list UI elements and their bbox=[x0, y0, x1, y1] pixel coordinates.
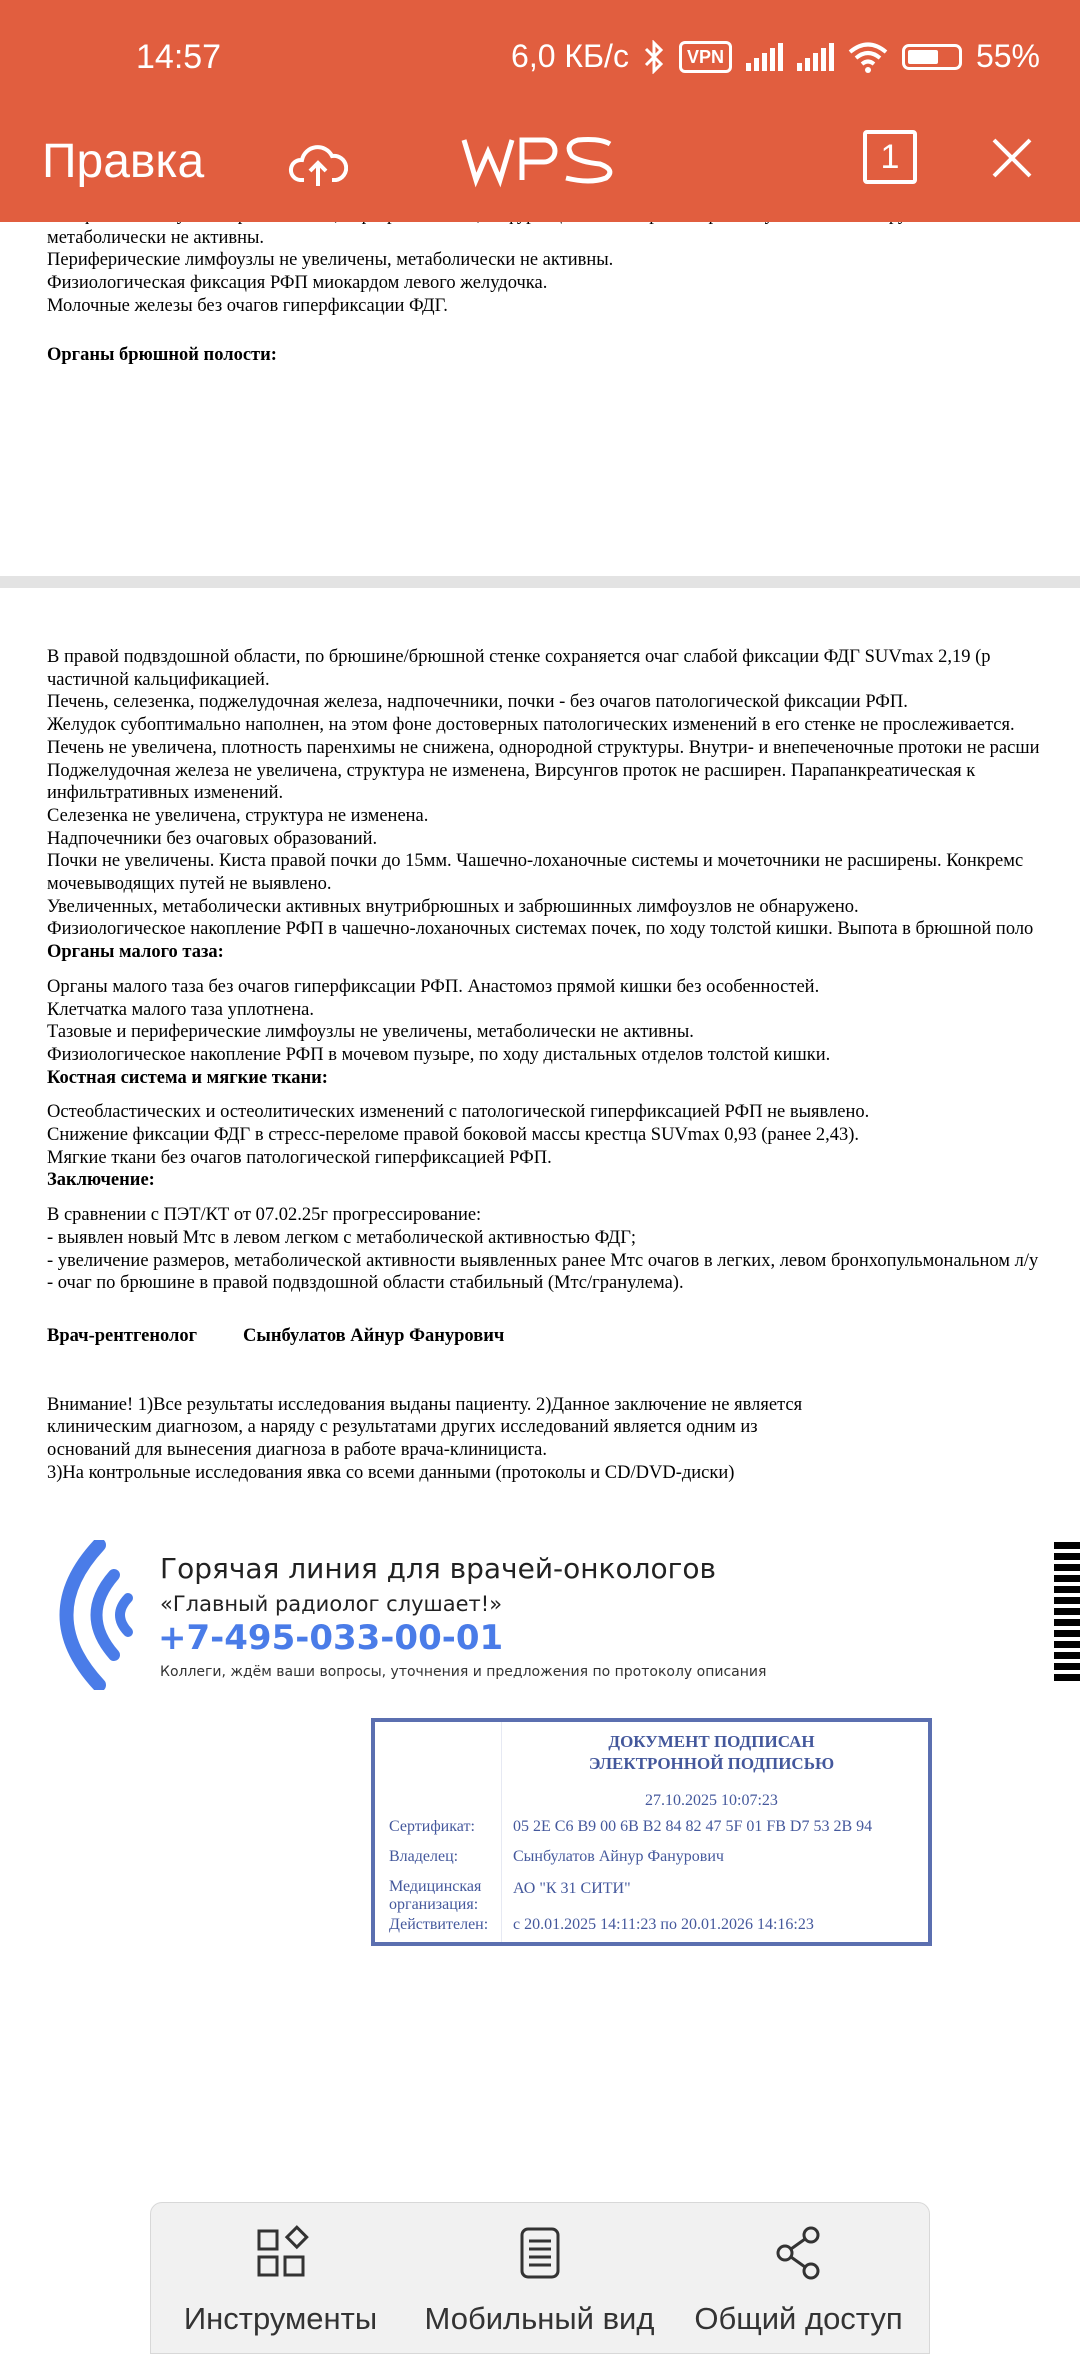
doc-line: - очаг по брюшине в правой подвздошной области стабильный (Мтс/гранулема). bbox=[47, 1273, 684, 1294]
doc-line: Органы малого таза без очагов гиперфиксации РФП. Анастомоз прямой кишки без особенностей. bbox=[47, 976, 820, 997]
wifi-icon bbox=[848, 41, 888, 73]
doctor-signature-line bbox=[0, 1325, 1080, 1348]
valid-value: с 20.01.2025 14:11:23 по 20.01.2026 14:16:23 bbox=[513, 1916, 814, 1933]
bottom-action-bar bbox=[150, 2202, 930, 2354]
doc-line: Печень не увеличена, плотность паренхимы не снижена, однородной структуры. Внутри- и внепеченочные протоки не расши bbox=[47, 737, 1040, 758]
owner-label: Владелец: bbox=[389, 1848, 459, 1865]
hotline-phone[interactable]: +7-495-033-00-01 bbox=[158, 1618, 504, 1658]
doc-line: В сравнении с ПЭТ/КТ от 07.02.25г прогрессирование: bbox=[47, 1205, 482, 1226]
cert-label: Сертификат: bbox=[389, 1818, 475, 1835]
electronic-signature-stamp bbox=[371, 1718, 932, 1946]
doc-line: Желудок субоптимально наполнен, на этом фоне достоверных патологических изменений в его стенке не прослеживается. bbox=[47, 715, 1015, 736]
doc-line: инфильтративных изменений. bbox=[47, 783, 284, 804]
doc-line: Поджелудочная железа не увеличена, структура не изменена, Вирсунгов проток не расширен. Парапанкреатическая к bbox=[47, 760, 976, 781]
network-speed: 6,0 КБ/с bbox=[511, 38, 629, 74]
tools-icon bbox=[253, 2225, 309, 2281]
doc-line: Печень, селезенка, поджелудочная железа, надпочечники, почки - без очагов патологической фиксации РФП. bbox=[47, 692, 908, 713]
hotline-subtitle: «Главный радиолог слушает!» bbox=[160, 1592, 503, 1616]
notice-line: Внимание! 1)Все результаты исследования выданы пациенту. 2)Данное заключение не является bbox=[47, 1394, 803, 1415]
page-separator bbox=[0, 576, 1080, 588]
doc-line: Увеличенных, метаболически активных внутрибрюшных и забрюшинных лимфоузлов не обнаружено. bbox=[47, 896, 859, 917]
app-toolbar bbox=[0, 126, 1080, 222]
doctor-name: Сынбулатов Айнур Фанурович bbox=[243, 1325, 505, 1346]
signature-title: ДОКУМЕНТ ПОДПИСАН bbox=[608, 1732, 815, 1751]
document-page-1 bbox=[0, 210, 1080, 580]
doc-line: Физиологическая фиксация РФП миокардом левого желудочка. bbox=[47, 273, 548, 294]
doc-line: мочевыводящих путей не выявлено. bbox=[47, 874, 332, 895]
org-value: АО "К 31 СИТИ" bbox=[513, 1880, 631, 1897]
status-indicators bbox=[511, 38, 1040, 75]
signal-icon-2 bbox=[797, 43, 834, 71]
status-time: 14:57 bbox=[136, 38, 222, 76]
doc-line: метаболически не активны. bbox=[47, 227, 265, 248]
doc-line: Снижение фиксации ФДГ в стресс-переломе правой боковой массы крестца SUVmax 0,93 (ранее 2,43). bbox=[47, 1125, 859, 1146]
tools-button[interactable] bbox=[151, 2203, 410, 2341]
doc-line: - увеличение размеров, метаболической активности выявленных ранее Мтс очагов в легких, левом бронхопульмональном л/у bbox=[47, 1250, 1039, 1271]
doc-line: - выявлен новый Мтс в левом легком с метаболической активностью ФДГ; bbox=[47, 1227, 637, 1248]
notice-line: оснований для вынесения диагноза в работе врача-клинициста. bbox=[47, 1440, 547, 1461]
close-icon[interactable] bbox=[988, 134, 1036, 182]
doc-line: Молочные железы без очагов гиперфиксации ФДГ. bbox=[47, 295, 448, 316]
cert-value: 05 2E C6 B9 00 6B B2 84 82 47 5F 01 FB D7 53 2B 94 bbox=[513, 1818, 873, 1835]
doc-line: Периферические лимфоузлы не увеличены, метаболически не активны. bbox=[47, 250, 614, 271]
battery-level: 55% bbox=[975, 38, 1040, 74]
valid-label: Действителен: bbox=[389, 1916, 489, 1933]
doc-line: В правой подвздошной области, по брюшине/брюшной стенке сохраняется очаг слабой фиксации ФДГ SUVmax 2,19 (р bbox=[47, 647, 991, 667]
mobile-view-button[interactable] bbox=[410, 2203, 669, 2341]
doctor-title: Врач-рентгенолог bbox=[47, 1325, 198, 1346]
radio-waves-icon bbox=[44, 1540, 144, 1690]
heading-bones: Костная система и мягкие ткани: bbox=[47, 1067, 328, 1088]
share-label: Общий доступ bbox=[694, 2301, 903, 2336]
hotline-banner bbox=[44, 1540, 804, 1690]
notice-line: 3)На контрольные исследования явка со всеми данными (протоколы и CD/DVD-диски) bbox=[47, 1462, 735, 1483]
org-label: Медицинская организация: bbox=[389, 1878, 482, 1913]
page-count-button[interactable]: 1 bbox=[863, 130, 917, 184]
wps-logo bbox=[460, 130, 620, 190]
signature-title-2: ЭЛЕКТРОННОЙ ПОДПИСЬЮ bbox=[588, 1754, 835, 1773]
heading-abdomen: Органы брюшной полости: bbox=[47, 344, 277, 365]
doc-line: Остеобластических и остеолитических изменений с патологической гиперфиксацией РФП не выявлено. bbox=[47, 1102, 870, 1123]
mobile-view-label: Мобильный вид bbox=[424, 2301, 655, 2336]
doc-line: Физиологическое накопление РФП в мочевом пузыре, по ходу дистальных отделов толстой кишки. bbox=[47, 1044, 831, 1065]
battery-icon bbox=[902, 44, 962, 70]
cloud-upload-icon[interactable] bbox=[288, 136, 348, 196]
mobile-view-icon bbox=[512, 2225, 568, 2281]
edit-button[interactable]: Правка bbox=[42, 135, 205, 188]
doc-line: Надпочечники без очаговых образований. bbox=[47, 828, 378, 849]
hotline-note: Коллеги, ждём ваши вопросы, уточнения и предложения по протоколу описания bbox=[160, 1664, 767, 1680]
doc-line: частичной кальцификацией. bbox=[47, 669, 270, 690]
doc-line: Почки не увеличены. Киста правой почки до 15мм. Чашечно-лоханочные системы и мочеточники не расширены. Конкремс bbox=[47, 851, 1024, 872]
doc-line: Клетчатка малого таза уплотнена. bbox=[47, 999, 314, 1020]
notice-line: клиническим диагнозом, а наряду с результатами других исследований является одним из bbox=[47, 1417, 758, 1438]
tools-label: Инструменты bbox=[183, 2301, 378, 2336]
heading-pelvis: Органы малого таза: bbox=[47, 942, 224, 963]
vpn-badge: VPN bbox=[679, 41, 732, 73]
doc-line: Мягкие ткани без очагов патологической гиперфиксацией РФП. bbox=[47, 1147, 552, 1168]
hotline-title: Горячая линия для врачей-онкологов bbox=[160, 1552, 716, 1585]
doc-line: Тазовые и периферические лимфоузлы не увеличены, метаболически не активны. bbox=[47, 1022, 694, 1043]
qr-code bbox=[1054, 1542, 1080, 1684]
status-bar bbox=[0, 0, 1080, 126]
share-button[interactable] bbox=[669, 2203, 928, 2341]
doc-line: Физиологическое накопление РФП в чашечно-лоханочных системах почек, по ходу толстой кишки. Выпота в брюшной поло bbox=[47, 919, 1034, 940]
bluetooth-icon bbox=[643, 40, 665, 74]
owner-value: Сынбулатов Айнур Фанурович bbox=[513, 1848, 724, 1865]
heading-conclusion: Заключение: bbox=[47, 1170, 155, 1191]
share-icon bbox=[771, 2225, 827, 2281]
signal-icon bbox=[746, 43, 783, 71]
wps-logo-icon bbox=[460, 130, 620, 190]
top-bar bbox=[0, 0, 1080, 222]
doc-line: Селезенка не увеличена, структура не изменена. bbox=[47, 805, 429, 826]
signature-date: 27.10.2025 10:07:23 bbox=[645, 1792, 778, 1809]
